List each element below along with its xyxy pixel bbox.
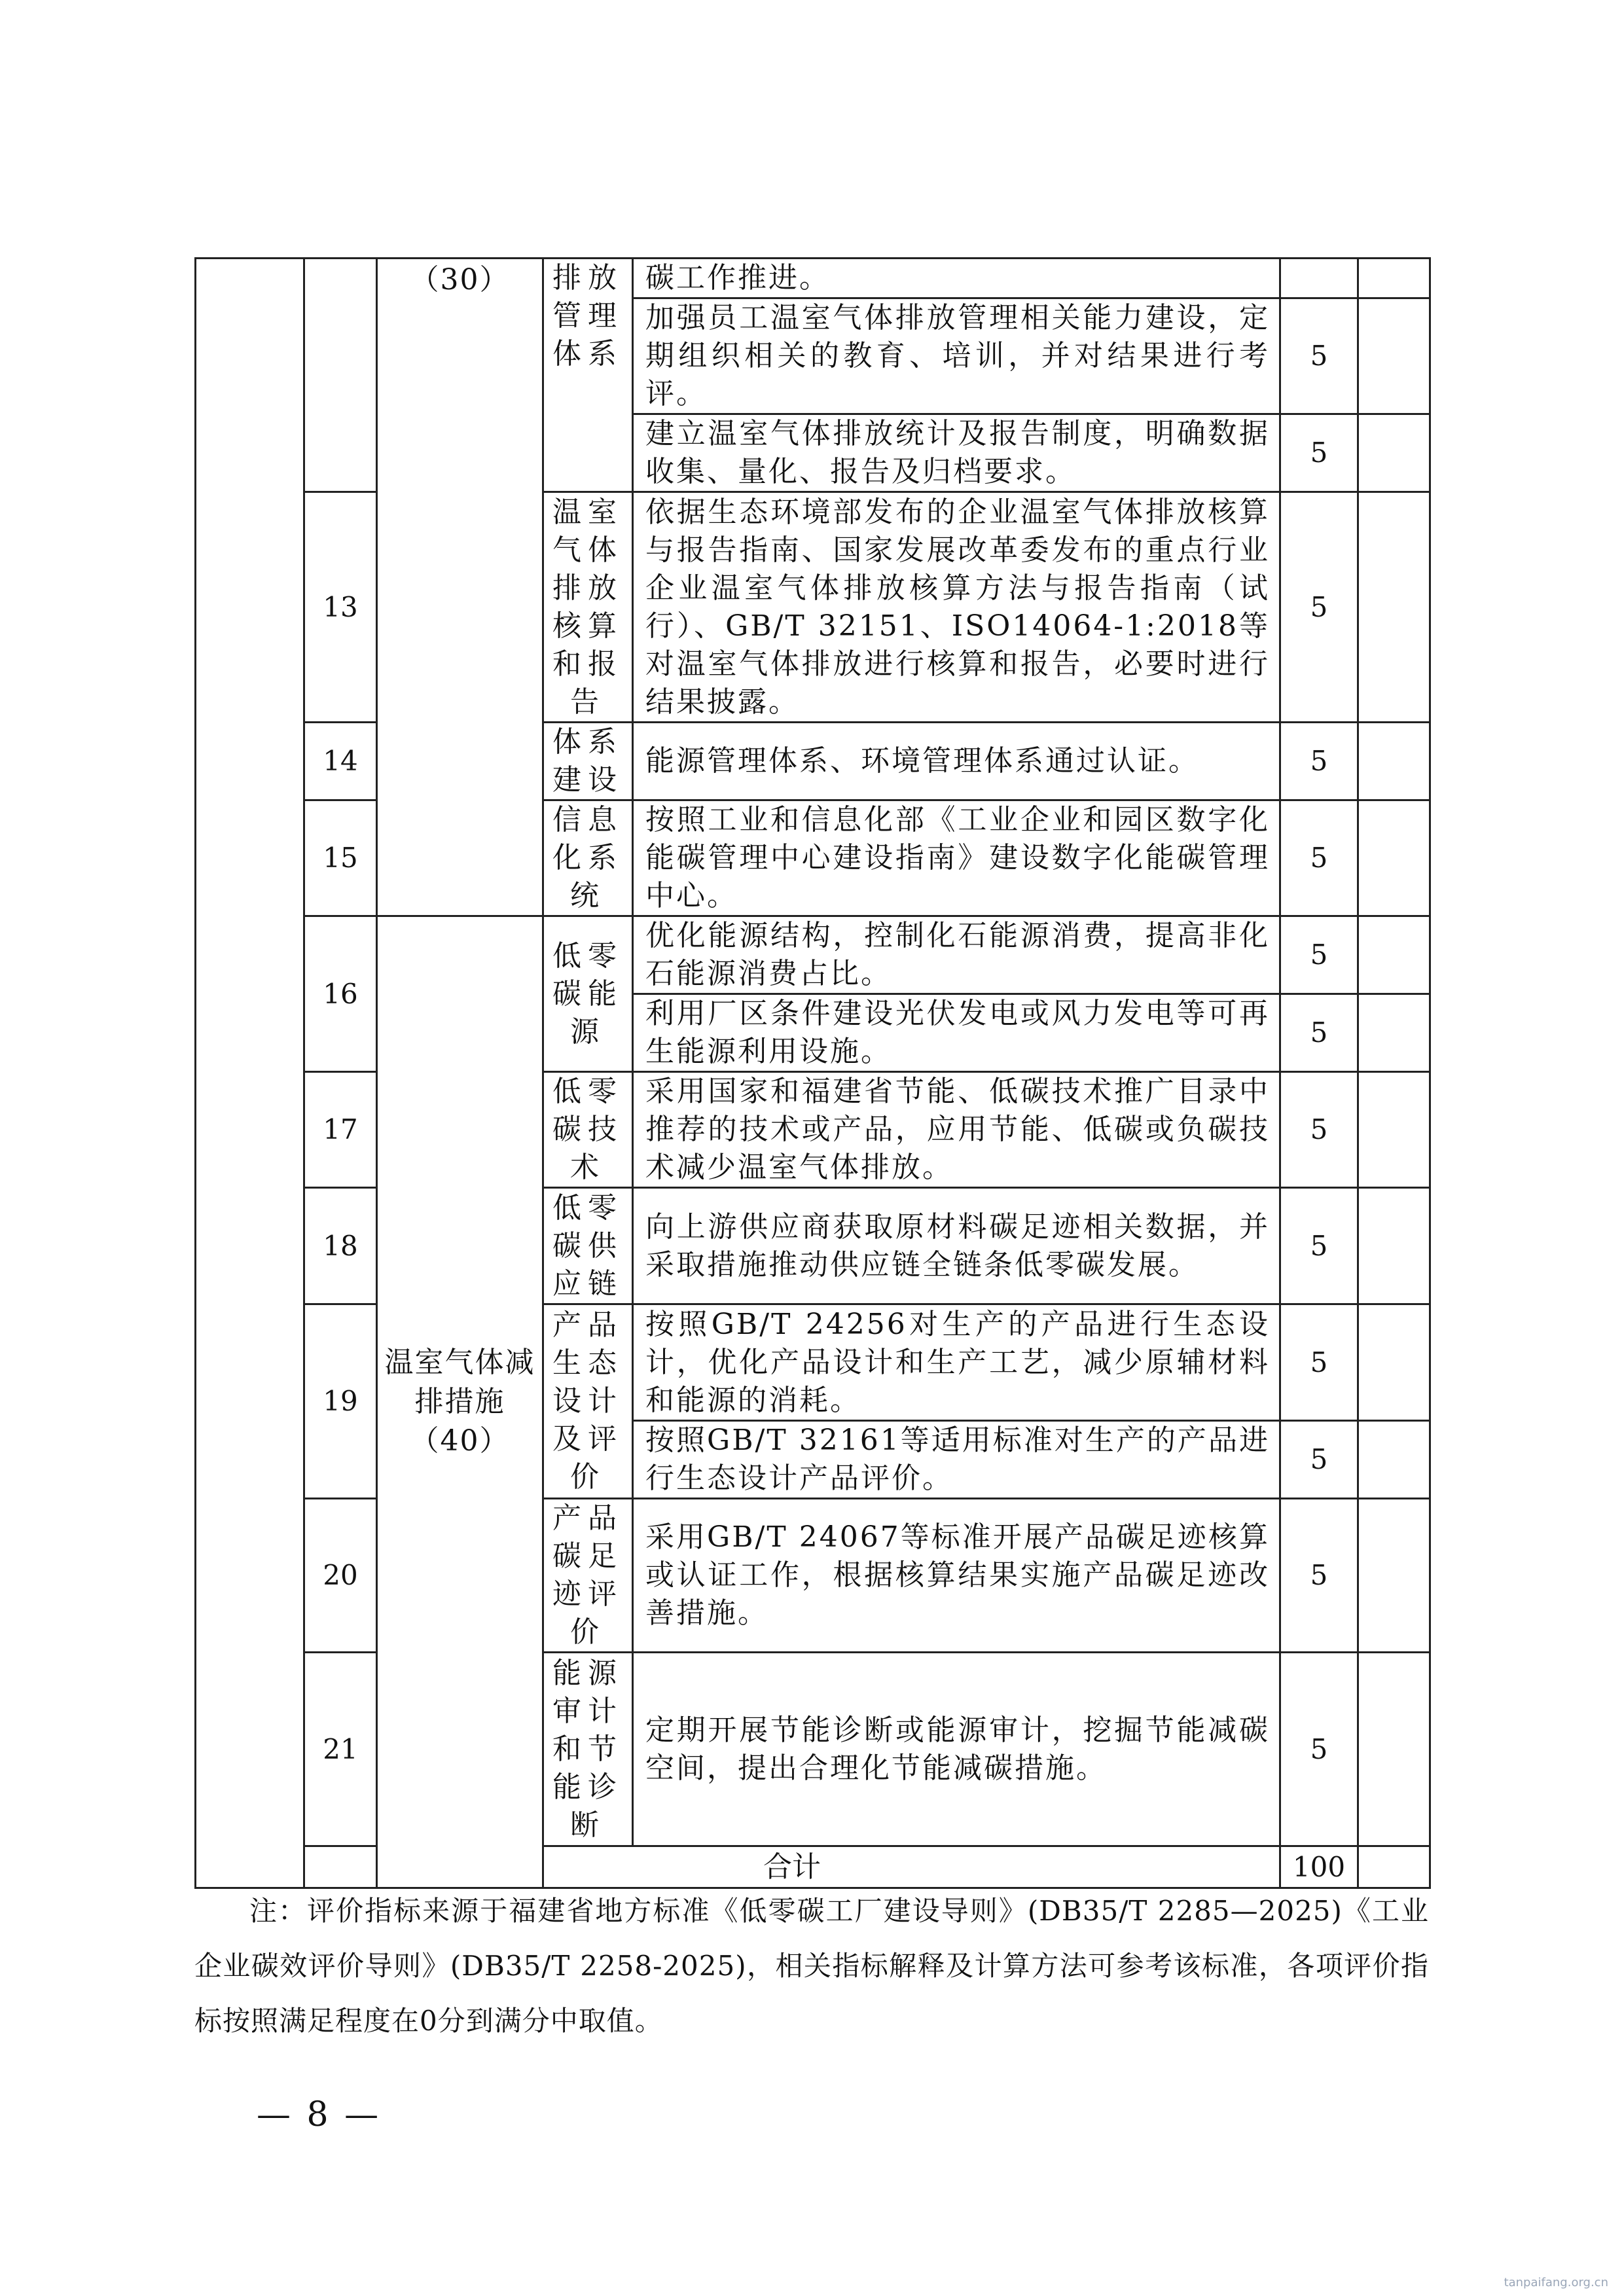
item-number-cell: 17 [304, 1072, 377, 1188]
score-cell: 5 [1280, 492, 1358, 723]
actual-score-cell [1358, 298, 1430, 414]
actual-score-cell [1358, 1653, 1430, 1846]
indicator-cell: 产品碳足迹评价 [543, 1499, 633, 1653]
indicator-cell: 温室气体排放核算和报告 [543, 492, 633, 723]
criteria-cell: 定期开展节能诊断或能源审计，挖掘节能减碳空间，提出合理化节能减碳措施。 [633, 1653, 1280, 1846]
indicator-cell: 低零碳供应链 [543, 1188, 633, 1304]
actual-score-cell [1358, 1072, 1430, 1188]
score-cell: 5 [1280, 1421, 1358, 1499]
category-cell: 温室气体减排措施（40） [377, 916, 543, 1888]
item-number-cell: 16 [304, 916, 377, 1072]
criteria-cell: 利用厂区条件建设光伏发电或风力发电等可再生能源利用设施。 [633, 994, 1280, 1072]
actual-score-cell [1358, 414, 1430, 492]
actual-score-cell [1358, 492, 1430, 723]
page-number: — 8 — [257, 2095, 382, 2134]
score-cell: 5 [1280, 1188, 1358, 1304]
watermark: tanpaifang.org.cn [1504, 2276, 1608, 2289]
criteria-cell: 依据生态环境部发布的企业温室气体排放核算与报告指南、国家发展改革委发布的重点行业企业温室气体排放核算方法与报告指南（试行）、GB/T 32151、ISO14064-1:2018等对温室气体排放进行核算和报告，必要时进行结果披露。 [633, 492, 1280, 723]
indicator-cell: 能源审计和节能诊断 [543, 1653, 633, 1846]
score-cell: 5 [1280, 800, 1358, 916]
total-score: 100 [1280, 1846, 1358, 1888]
total-label: 合计 [304, 1846, 1280, 1888]
score-cell: 5 [1280, 298, 1358, 414]
actual-score-cell [1358, 800, 1430, 916]
score-cell [1280, 259, 1358, 298]
score-cell: 5 [1280, 1304, 1358, 1421]
actual-score-cell [1358, 1304, 1430, 1421]
actual-score-cell [1358, 259, 1430, 298]
score-cell: 5 [1280, 414, 1358, 492]
table-row [196, 916, 1430, 994]
indicator-cell: 低零碳能源 [543, 916, 633, 1072]
indicator-cell: 体系建设 [543, 723, 633, 800]
indicator-cell: 排放管理体系 [543, 259, 633, 492]
criteria-cell: 碳工作推进。 [633, 259, 1280, 298]
criteria-cell: 按照GB/T 24256对生产的产品进行生态设计，优化产品设计和生产工艺，减少原辅材料和能源的消耗。 [633, 1304, 1280, 1421]
indicator-cell: 产品生态设计及评价 [543, 1304, 633, 1499]
item-number-cell: 13 [304, 492, 377, 723]
item-number-cell [304, 259, 377, 492]
criteria-cell: 采用GB/T 24067等标准开展产品碳足迹核算或认证工作，根据核算结果实施产品碳足迹改善措施。 [633, 1499, 1280, 1653]
evaluation-table [194, 257, 1431, 1889]
indicator-cell: 信息化系统 [543, 800, 633, 916]
category-cell: （30） [377, 259, 543, 916]
actual-score-cell [1358, 916, 1430, 994]
score-cell: 5 [1280, 916, 1358, 994]
item-number-cell: 19 [304, 1304, 377, 1499]
criteria-cell: 采用国家和福建省节能、低碳技术推广目录中推荐的技术或产品，应用节能、低碳或负碳技术减少温室气体排放。 [633, 1072, 1280, 1188]
criteria-cell: 加强员工温室气体排放管理相关能力建设，定期组织相关的教育、培训，并对结果进行考评。 [633, 298, 1280, 414]
criteria-cell: 优化能源结构，控制化石能源消费，提高非化石能源消费占比。 [633, 916, 1280, 994]
item-number-cell: 21 [304, 1653, 377, 1846]
table-note: 注：评价指标来源于福建省地方标准《低零碳工厂建设导则》(DB35/T 2285—2025)《工业企业碳效评价导则》(DB35/T 2258-2025)，相关指标解释及计算方法可参考该标准，各项评价指标按照满足程度在0分到满分中取值。 [194, 1895, 1429, 2037]
actual-score-cell [1358, 1499, 1430, 1653]
actual-score-cell [1358, 1421, 1430, 1499]
blank-col-cell [196, 259, 304, 1888]
score-cell: 5 [1280, 1072, 1358, 1188]
actual-score-cell [1358, 994, 1430, 1072]
criteria-cell: 能源管理体系、环境管理体系通过认证。 [633, 723, 1280, 800]
indicator-cell: 低零碳技术 [543, 1072, 633, 1188]
score-cell: 5 [1280, 723, 1358, 800]
score-cell: 5 [1280, 994, 1358, 1072]
table-row [196, 259, 1430, 298]
score-cell: 5 [1280, 1499, 1358, 1653]
criteria-cell: 按照工业和信息化部《工业企业和园区数字化能碳管理中心建设指南》建设数字化能碳管理中心。 [633, 800, 1280, 916]
item-number-cell: 15 [304, 800, 377, 916]
criteria-cell: 按照GB/T 32161等适用标准对生产的产品进行生态设计产品评价。 [633, 1421, 1280, 1499]
criteria-cell: 向上游供应商获取原材料碳足迹相关数据，并采取措施推动供应链全链条低零碳发展。 [633, 1188, 1280, 1304]
actual-score-cell [1358, 1846, 1430, 1888]
score-cell: 5 [1280, 1653, 1358, 1846]
item-number-cell: 20 [304, 1499, 377, 1653]
actual-score-cell [1358, 1188, 1430, 1304]
item-number-cell: 18 [304, 1188, 377, 1304]
actual-score-cell [1358, 723, 1430, 800]
criteria-cell: 建立温室气体排放统计及报告制度，明确数据收集、量化、报告及归档要求。 [633, 414, 1280, 492]
item-number-cell: 14 [304, 723, 377, 800]
total-row [196, 1846, 1430, 1888]
